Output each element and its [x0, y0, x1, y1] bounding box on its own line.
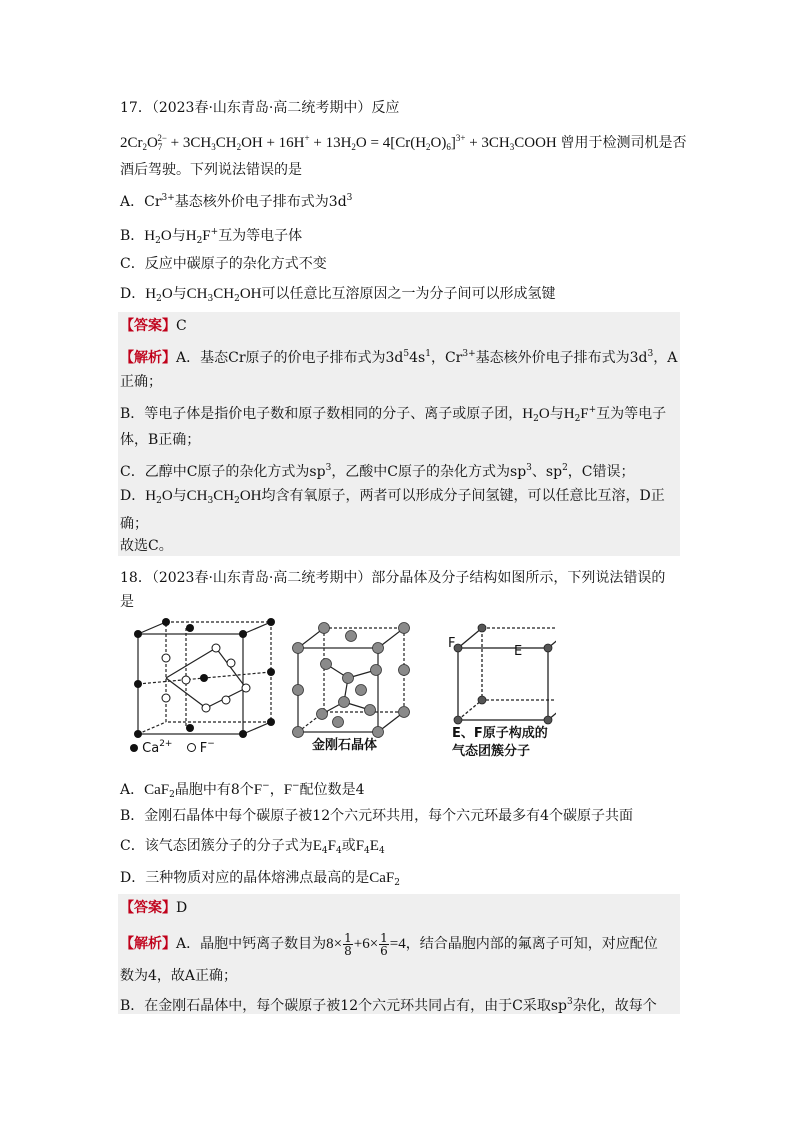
q18-stem-line2: 是 [120, 594, 134, 610]
q17-answer: 【答案】C [120, 318, 187, 334]
q17-option-c: C．反应中碳原子的杂化方式不变 [120, 256, 327, 272]
q17-analysis-c: C．乙醇中C原子的杂化方式为$sp^3$，乙酸中C原子的杂化方式为$sp^3$、$sp^2$，C错误； [120, 463, 635, 480]
carbon-atom [356, 685, 367, 696]
q18-analysis-a: 【解析】A．晶胞中钙离子数目为8× $\frac{1}{8}$ +6× $\frac{1}{6}$ =4，结合晶胞内部的氟离子可知，对应配位 [120, 930, 658, 958]
q17-analysis-b: B．等电子体是指价电子数和原子数相同的分子、离子或原子团，$H_2O$与$H_2F^+$互为等电子 [120, 405, 667, 424]
diamond-caption: 金刚石晶体 [312, 738, 378, 753]
q17-equation-line: $2Cr_2O_7^{2-} + 3CH_3CH_2OH + 16H^+ + 13H_2O = 4[Cr(H_2O)_6]^{3+}$ + $3CH_3COOH$ 曾用于检测司机是否 [120, 133, 687, 152]
q17-stem-line1: 17．（2023春·山东青岛·高二统考期中）反应 [120, 100, 400, 116]
fraction: $\frac{1}{6}$ [380, 930, 388, 958]
f-ion [162, 654, 170, 662]
q17-analysis-a: 【解析】A．基态Cr原子的价电子排布式为$3d^54s^1$，$Cr^{3+}$基态核外价电子排布式为$3d^3$，A [120, 349, 678, 366]
carbon-atom [373, 643, 384, 654]
ca-ion [239, 630, 247, 638]
f-ion [162, 694, 170, 702]
f-ion [182, 676, 190, 684]
f-ion [227, 659, 235, 667]
q18-option-c: C．该气态团簇分子的分子式为$E_4F_4$或$F_4E_4$ [120, 838, 385, 856]
f-ion [202, 704, 210, 712]
q18-option-d: D．三种物质对应的晶体熔沸点最高的是CaF$_2$ [120, 870, 400, 888]
q17-option-b: B．$H_2O$与$H_2F^+$互为等电子体 [120, 227, 303, 246]
q17-analysis-d: D．$H_2O$与$CH_3CH_2OH$均含有氧原子，两者可以形成分子间氢键，可以任意比互溶，D正 [120, 488, 665, 506]
ca-ion [200, 674, 208, 682]
carbon-atom [365, 705, 376, 716]
ca-ion [267, 618, 275, 626]
carbon-atom [319, 623, 330, 634]
carbon-atom [293, 643, 304, 654]
ca-ion [134, 630, 142, 638]
q18-analysis-a2: 数为4，故A正确； [120, 968, 238, 984]
q17-stem-line3: 酒后驾驶。下列说法错误的是 [120, 162, 302, 178]
atom-f [478, 696, 486, 704]
cluster-label-e: E [514, 644, 523, 659]
atom-e [454, 716, 462, 724]
q17-option-a: A．$Cr^{3+}$基态核外价电子排布式为$3d^3$ [120, 193, 353, 210]
atom-f [544, 716, 552, 724]
atom-e [544, 644, 552, 652]
cluster-caption-2: 气态团簇分子 [452, 744, 531, 759]
ca-ion [162, 618, 170, 626]
caf2-legend: $Ca^{2+}$ F− [130, 736, 215, 757]
q18-answer: 【答案】D [120, 900, 188, 916]
carbon-atom [371, 665, 382, 676]
carbon-atom [399, 707, 410, 718]
caf2-atoms [134, 618, 275, 738]
carbon-atom [399, 623, 410, 634]
q17-analysis-b2: 体，B正确； [120, 432, 201, 448]
ca-ion [186, 724, 194, 732]
q18-option-b: B．金刚石晶体中每个碳原子被12个六元环共用，每个六元环最多有4个碳原子共面 [120, 808, 634, 824]
ca-ion [186, 624, 194, 632]
ca-legend-icon [130, 744, 138, 752]
carbon-atom [343, 673, 354, 684]
carbon-atom [317, 709, 328, 720]
carbon-atom [346, 631, 357, 642]
cluster-cube-figure [458, 628, 556, 720]
carbon-atom [321, 659, 332, 670]
cluster-caption-1: E、F原子构成的 [452, 726, 548, 741]
q17-option-d: D．$H_2O$与$CH_3CH_2OH$可以任意比互溶原因之一为分子间可以形成氢键 [120, 286, 556, 304]
ca-ion [267, 668, 275, 676]
q17-equation: $2Cr_2O_7^{2-} + 3CH_3CH_2OH + 16H^+ + 13H_2O = 4[Cr(H_2O)_6]^{3+}$ + $3CH_3COOH$ [120, 133, 557, 152]
diamond-atoms [293, 623, 410, 738]
q18-option-a: A．CaF$_2$晶胞中有8个F−，F−配位数是4 [120, 781, 365, 800]
q17-conclusion: 故选C。 [120, 538, 173, 554]
cluster-label-f: F [448, 636, 456, 651]
q18-stem-line1: 18．（2023春·山东青岛·高二统考期中）部分晶体及分子结构如图所示，下列说法错误的 [120, 570, 666, 586]
f-legend-icon [187, 743, 196, 752]
carbon-atom [373, 727, 384, 738]
q18-analysis-b: B．在金刚石晶体中，每个碳原子被12个六元环共同占有，由于C采取$sp^3$杂化，故每个 [120, 997, 657, 1014]
atom-e [478, 624, 486, 632]
q17-analysis-a2: 正确； [120, 374, 162, 390]
fraction: $\frac{1}{8}$ [344, 930, 352, 958]
f-ion [222, 696, 230, 704]
f-ion [212, 644, 220, 652]
carbon-atom [333, 717, 344, 728]
carbon-atom [399, 665, 410, 676]
f-ion [242, 684, 250, 692]
carbon-atom [293, 727, 304, 738]
ca-ion [267, 718, 275, 726]
carbon-atom [293, 685, 304, 696]
ca-ion [134, 680, 142, 688]
carbon-atom [339, 697, 350, 708]
ca-ion [239, 730, 247, 738]
q17-analysis-d2: 确； [120, 516, 148, 532]
